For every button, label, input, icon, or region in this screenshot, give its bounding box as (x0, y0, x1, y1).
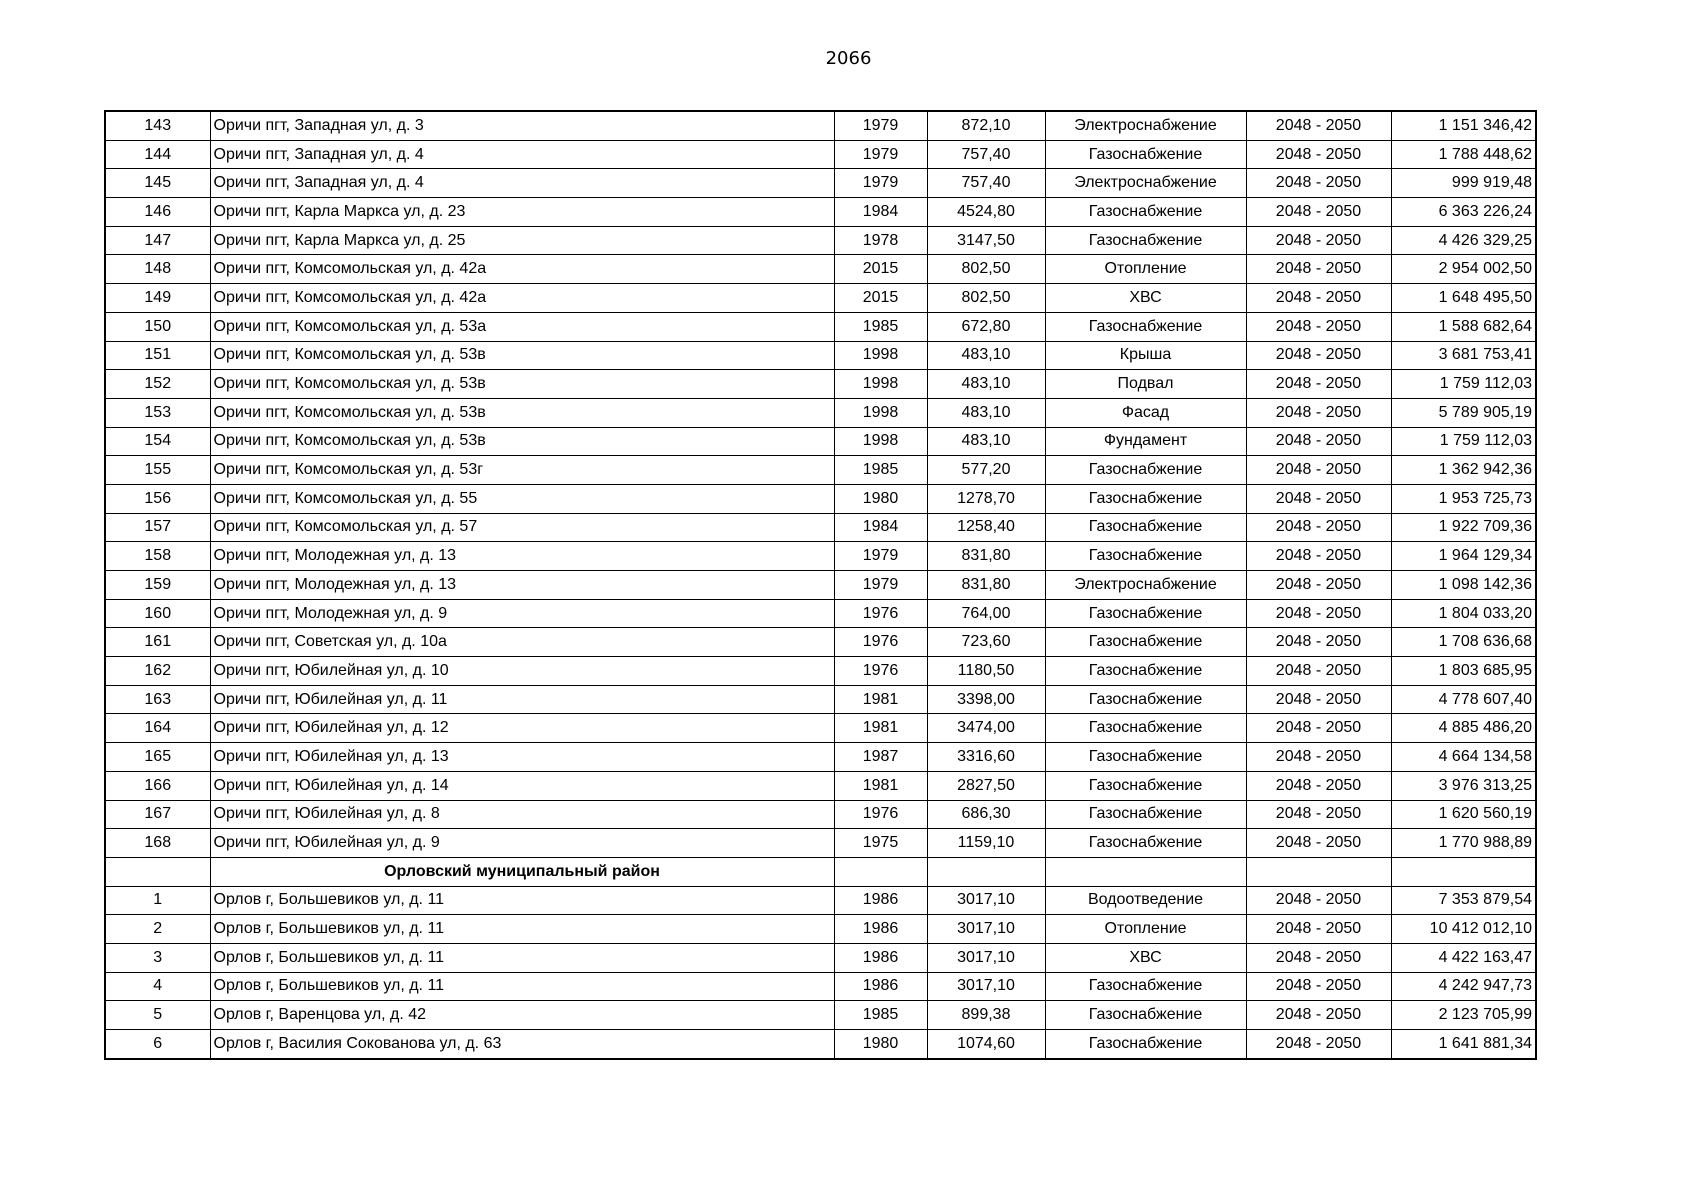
address-cell: Оричи пгт, Юбилейная ул, д. 14 (210, 771, 834, 800)
area-cell (927, 857, 1045, 886)
row-number-cell: 151 (105, 341, 210, 370)
work-type-cell: Газоснабжение (1045, 771, 1246, 800)
table-row (105, 226, 1536, 255)
year-cell: 1998 (834, 370, 927, 399)
period-cell: 2048 - 2050 (1246, 284, 1391, 313)
work-type-cell: Газоснабжение (1045, 484, 1246, 513)
table-body (105, 111, 1536, 1059)
table-row (105, 714, 1536, 743)
year-cell: 1976 (834, 657, 927, 686)
year-cell: 1979 (834, 140, 927, 169)
area-cell: 1180,50 (927, 657, 1045, 686)
year-cell: 1986 (834, 943, 927, 972)
period-cell: 2048 - 2050 (1246, 599, 1391, 628)
area-cell: 3316,60 (927, 743, 1045, 772)
work-type-cell: Газоснабжение (1045, 714, 1246, 743)
row-number-cell: 164 (105, 714, 210, 743)
year-cell: 1985 (834, 312, 927, 341)
cost-cell: 4 426 329,25 (1391, 226, 1536, 255)
cost-cell: 4 242 947,73 (1391, 972, 1536, 1001)
area-cell: 686,30 (927, 800, 1045, 829)
row-number-cell: 155 (105, 456, 210, 485)
table-row (105, 571, 1536, 600)
period-cell: 2048 - 2050 (1246, 140, 1391, 169)
period-cell: 2048 - 2050 (1246, 542, 1391, 571)
cost-cell: 3 976 313,25 (1391, 771, 1536, 800)
cost-cell: 2 954 002,50 (1391, 255, 1536, 284)
address-cell: Оричи пгт, Молодежная ул, д. 13 (210, 542, 834, 571)
table-row (105, 943, 1536, 972)
area-cell: 831,80 (927, 542, 1045, 571)
data-table (104, 110, 1537, 1060)
row-number-cell: 158 (105, 542, 210, 571)
row-number-cell: 157 (105, 513, 210, 542)
period-cell: 2048 - 2050 (1246, 370, 1391, 399)
row-number-cell: 159 (105, 571, 210, 600)
area-cell: 757,40 (927, 169, 1045, 198)
cost-cell: 1 098 142,36 (1391, 571, 1536, 600)
row-number-cell: 153 (105, 398, 210, 427)
address-cell: Оричи пгт, Комсомольская ул, д. 55 (210, 484, 834, 513)
table-row (105, 341, 1536, 370)
cost-cell: 1 620 560,19 (1391, 800, 1536, 829)
area-cell: 872,10 (927, 111, 1045, 140)
row-number-cell: 144 (105, 140, 210, 169)
work-type-cell: Газоснабжение (1045, 628, 1246, 657)
year-cell: 1979 (834, 169, 927, 198)
cost-cell (1391, 857, 1536, 886)
cost-cell: 6 363 226,24 (1391, 198, 1536, 227)
work-type-cell: Фундамент (1045, 427, 1246, 456)
period-cell: 2048 - 2050 (1246, 398, 1391, 427)
year-cell: 1981 (834, 714, 927, 743)
address-cell: Орлов г, Василия Сокованова ул, д. 63 (210, 1030, 834, 1059)
row-number-cell: 147 (105, 226, 210, 255)
row-number-cell: 156 (105, 484, 210, 513)
work-type-cell: Отопление (1045, 915, 1246, 944)
cost-cell: 1 803 685,95 (1391, 657, 1536, 686)
period-cell: 2048 - 2050 (1246, 312, 1391, 341)
row-number-cell: 152 (105, 370, 210, 399)
cost-cell: 10 412 012,10 (1391, 915, 1536, 944)
area-cell: 672,80 (927, 312, 1045, 341)
work-type-cell: Газоснабжение (1045, 140, 1246, 169)
area-cell: 802,50 (927, 255, 1045, 284)
address-cell: Оричи пгт, Комсомольская ул, д. 42а (210, 284, 834, 313)
table-row (105, 657, 1536, 686)
cost-cell: 4 422 163,47 (1391, 943, 1536, 972)
year-cell: 1984 (834, 198, 927, 227)
year-cell: 1976 (834, 800, 927, 829)
period-cell: 2048 - 2050 (1246, 456, 1391, 485)
year-cell: 1979 (834, 111, 927, 140)
row-number-cell: 5 (105, 1001, 210, 1030)
work-type-cell (1045, 857, 1246, 886)
row-number-cell: 146 (105, 198, 210, 227)
period-cell: 2048 - 2050 (1246, 427, 1391, 456)
work-type-cell: Газоснабжение (1045, 542, 1246, 571)
row-number-cell: 148 (105, 255, 210, 284)
section-title: Орловский муниципальный район (210, 857, 834, 886)
period-cell: 2048 - 2050 (1246, 943, 1391, 972)
year-cell: 1981 (834, 685, 927, 714)
work-type-cell: Газоснабжение (1045, 743, 1246, 772)
year-cell: 1979 (834, 571, 927, 600)
year-cell: 1978 (834, 226, 927, 255)
address-cell: Оричи пгт, Юбилейная ул, д. 8 (210, 800, 834, 829)
cost-cell: 1 770 988,89 (1391, 829, 1536, 858)
table-row (105, 972, 1536, 1001)
address-cell: Оричи пгт, Комсомольская ул, д. 53в (210, 398, 834, 427)
row-number-cell: 168 (105, 829, 210, 858)
year-cell: 1985 (834, 456, 927, 485)
year-cell (834, 857, 927, 886)
period-cell: 2048 - 2050 (1246, 829, 1391, 858)
work-type-cell: Фасад (1045, 398, 1246, 427)
year-cell: 1998 (834, 427, 927, 456)
address-cell: Оричи пгт, Карла Маркса ул, д. 23 (210, 198, 834, 227)
year-cell: 1986 (834, 915, 927, 944)
row-number-cell: 163 (105, 685, 210, 714)
area-cell: 577,20 (927, 456, 1045, 485)
period-cell: 2048 - 2050 (1246, 915, 1391, 944)
year-cell: 1976 (834, 628, 927, 657)
area-cell: 2827,50 (927, 771, 1045, 800)
work-type-cell: Газоснабжение (1045, 685, 1246, 714)
address-cell: Орлов г, Большевиков ул, д. 11 (210, 886, 834, 915)
year-cell: 1986 (834, 886, 927, 915)
year-cell: 1986 (834, 972, 927, 1001)
table-row (105, 886, 1536, 915)
area-cell: 483,10 (927, 341, 1045, 370)
table-row (105, 111, 1536, 140)
period-cell: 2048 - 2050 (1246, 657, 1391, 686)
cost-cell: 1 759 112,03 (1391, 370, 1536, 399)
period-cell: 2048 - 2050 (1246, 255, 1391, 284)
address-cell: Оричи пгт, Комсомольская ул, д. 53г (210, 456, 834, 485)
area-cell: 3017,10 (927, 943, 1045, 972)
period-cell: 2048 - 2050 (1246, 685, 1391, 714)
work-type-cell: Крыша (1045, 341, 1246, 370)
cost-cell: 1 759 112,03 (1391, 427, 1536, 456)
row-number-cell: 149 (105, 284, 210, 313)
address-cell: Оричи пгт, Западная ул, д. 4 (210, 169, 834, 198)
table-row (105, 284, 1536, 313)
work-type-cell: Электроснабжение (1045, 169, 1246, 198)
year-cell: 1984 (834, 513, 927, 542)
row-number-cell: 166 (105, 771, 210, 800)
address-cell: Оричи пгт, Комсомольская ул, д. 53а (210, 312, 834, 341)
work-type-cell: ХВС (1045, 943, 1246, 972)
address-cell: Орлов г, Большевиков ул, д. 11 (210, 943, 834, 972)
address-cell: Оричи пгт, Карла Маркса ул, д. 25 (210, 226, 834, 255)
row-number-cell: 4 (105, 972, 210, 1001)
row-number-cell (105, 857, 210, 886)
row-number-cell: 162 (105, 657, 210, 686)
period-cell: 2048 - 2050 (1246, 571, 1391, 600)
table-row (105, 915, 1536, 944)
area-cell: 802,50 (927, 284, 1045, 313)
table-row (105, 829, 1536, 858)
year-cell: 1981 (834, 771, 927, 800)
year-cell: 1998 (834, 398, 927, 427)
period-cell: 2048 - 2050 (1246, 800, 1391, 829)
table-row (105, 800, 1536, 829)
work-type-cell: Газоснабжение (1045, 800, 1246, 829)
table-row (105, 685, 1536, 714)
area-cell: 764,00 (927, 599, 1045, 628)
row-number-cell: 1 (105, 886, 210, 915)
address-cell: Оричи пгт, Комсомольская ул, д. 53в (210, 341, 834, 370)
table-row (105, 427, 1536, 456)
address-cell: Оричи пгт, Комсомольская ул, д. 53в (210, 370, 834, 399)
page-number: 2066 (825, 48, 872, 69)
period-cell: 2048 - 2050 (1246, 1030, 1391, 1059)
period-cell (1246, 857, 1391, 886)
area-cell: 757,40 (927, 140, 1045, 169)
period-cell: 2048 - 2050 (1246, 714, 1391, 743)
cost-cell: 1 641 881,34 (1391, 1030, 1536, 1059)
address-cell: Оричи пгт, Юбилейная ул, д. 9 (210, 829, 834, 858)
address-cell: Оричи пгт, Западная ул, д. 4 (210, 140, 834, 169)
year-cell: 1985 (834, 1001, 927, 1030)
area-cell: 3398,00 (927, 685, 1045, 714)
work-type-cell: Газоснабжение (1045, 829, 1246, 858)
table-row (105, 542, 1536, 571)
area-cell: 831,80 (927, 571, 1045, 600)
table-row (105, 771, 1536, 800)
cost-cell: 1 922 709,36 (1391, 513, 1536, 542)
area-cell: 899,38 (927, 1001, 1045, 1030)
work-type-cell: Газоснабжение (1045, 972, 1246, 1001)
period-cell: 2048 - 2050 (1246, 972, 1391, 1001)
area-cell: 3474,00 (927, 714, 1045, 743)
year-cell: 1987 (834, 743, 927, 772)
period-cell: 2048 - 2050 (1246, 169, 1391, 198)
row-number-cell: 3 (105, 943, 210, 972)
row-number-cell: 143 (105, 111, 210, 140)
address-cell: Оричи пгт, Молодежная ул, д. 13 (210, 571, 834, 600)
cost-cell: 1 804 033,20 (1391, 599, 1536, 628)
cost-cell: 1 964 129,34 (1391, 542, 1536, 571)
cost-cell: 1 648 495,50 (1391, 284, 1536, 313)
area-cell: 723,60 (927, 628, 1045, 657)
table-row (105, 628, 1536, 657)
area-cell: 3017,10 (927, 886, 1045, 915)
area-cell: 483,10 (927, 370, 1045, 399)
row-number-cell: 154 (105, 427, 210, 456)
cost-cell: 5 789 905,19 (1391, 398, 1536, 427)
work-type-cell: Газоснабжение (1045, 198, 1246, 227)
table-row (105, 599, 1536, 628)
address-cell: Оричи пгт, Юбилейная ул, д. 11 (210, 685, 834, 714)
year-cell: 1976 (834, 599, 927, 628)
year-cell: 1979 (834, 542, 927, 571)
row-number-cell: 145 (105, 169, 210, 198)
address-cell: Орлов г, Большевиков ул, д. 11 (210, 915, 834, 944)
address-cell: Оричи пгт, Молодежная ул, д. 9 (210, 599, 834, 628)
table-row (105, 198, 1536, 227)
area-cell: 4524,80 (927, 198, 1045, 227)
address-cell: Оричи пгт, Комсомольская ул, д. 53в (210, 427, 834, 456)
cost-cell: 4 885 486,20 (1391, 714, 1536, 743)
address-cell: Оричи пгт, Юбилейная ул, д. 10 (210, 657, 834, 686)
table-row (105, 743, 1536, 772)
cost-cell: 999 919,48 (1391, 169, 1536, 198)
row-number-cell: 167 (105, 800, 210, 829)
work-type-cell: Газоснабжение (1045, 1030, 1246, 1059)
area-cell: 483,10 (927, 427, 1045, 456)
year-cell: 1998 (834, 341, 927, 370)
row-number-cell: 150 (105, 312, 210, 341)
table-row (105, 1001, 1536, 1030)
period-cell: 2048 - 2050 (1246, 198, 1391, 227)
cost-cell: 1 588 682,64 (1391, 312, 1536, 341)
work-type-cell: Газоснабжение (1045, 1001, 1246, 1030)
row-number-cell: 165 (105, 743, 210, 772)
area-cell: 3017,10 (927, 972, 1045, 1001)
row-number-cell: 2 (105, 915, 210, 944)
address-cell: Оричи пгт, Комсомольская ул, д. 42а (210, 255, 834, 284)
period-cell: 2048 - 2050 (1246, 771, 1391, 800)
address-cell: Орлов г, Большевиков ул, д. 11 (210, 972, 834, 1001)
area-cell: 3147,50 (927, 226, 1045, 255)
work-type-cell: ХВС (1045, 284, 1246, 313)
table-row (105, 255, 1536, 284)
year-cell: 2015 (834, 255, 927, 284)
address-cell: Оричи пгт, Западная ул, д. 3 (210, 111, 834, 140)
area-cell: 1159,10 (927, 829, 1045, 858)
table-row (105, 312, 1536, 341)
work-type-cell: Электроснабжение (1045, 571, 1246, 600)
period-cell: 2048 - 2050 (1246, 628, 1391, 657)
work-type-cell: Газоснабжение (1045, 657, 1246, 686)
period-cell: 2048 - 2050 (1246, 743, 1391, 772)
table-row (105, 456, 1536, 485)
area-cell: 1258,40 (927, 513, 1045, 542)
period-cell: 2048 - 2050 (1246, 886, 1391, 915)
year-cell: 1980 (834, 484, 927, 513)
table-row (105, 1030, 1536, 1059)
section-header-row (105, 857, 1536, 886)
cost-cell: 1 953 725,73 (1391, 484, 1536, 513)
cost-cell: 1 708 636,68 (1391, 628, 1536, 657)
work-type-cell: Газоснабжение (1045, 226, 1246, 255)
address-cell: Оричи пгт, Советская ул, д. 10а (210, 628, 834, 657)
work-type-cell: Газоснабжение (1045, 513, 1246, 542)
work-type-cell: Газоснабжение (1045, 312, 1246, 341)
table-row (105, 398, 1536, 427)
table-row (105, 370, 1536, 399)
area-cell: 1278,70 (927, 484, 1045, 513)
period-cell: 2048 - 2050 (1246, 226, 1391, 255)
cost-cell: 1 362 942,36 (1391, 456, 1536, 485)
period-cell: 2048 - 2050 (1246, 484, 1391, 513)
row-number-cell: 161 (105, 628, 210, 657)
address-cell: Оричи пгт, Юбилейная ул, д. 13 (210, 743, 834, 772)
work-type-cell: Газоснабжение (1045, 456, 1246, 485)
table-row (105, 513, 1536, 542)
cost-cell: 2 123 705,99 (1391, 1001, 1536, 1030)
year-cell: 2015 (834, 284, 927, 313)
address-cell: Оричи пгт, Комсомольская ул, д. 57 (210, 513, 834, 542)
row-number-cell: 6 (105, 1030, 210, 1059)
year-cell: 1980 (834, 1030, 927, 1059)
table-row (105, 484, 1536, 513)
cost-cell: 4 778 607,40 (1391, 685, 1536, 714)
work-type-cell: Подвал (1045, 370, 1246, 399)
work-type-cell: Отопление (1045, 255, 1246, 284)
address-cell: Орлов г, Варенцова ул, д. 42 (210, 1001, 834, 1030)
work-type-cell: Электроснабжение (1045, 111, 1246, 140)
cost-cell: 4 664 134,58 (1391, 743, 1536, 772)
cost-cell: 1 788 448,62 (1391, 140, 1536, 169)
period-cell: 2048 - 2050 (1246, 341, 1391, 370)
area-cell: 1074,60 (927, 1030, 1045, 1059)
work-type-cell: Водоотведение (1045, 886, 1246, 915)
area-cell: 3017,10 (927, 915, 1045, 944)
period-cell: 2048 - 2050 (1246, 513, 1391, 542)
address-cell: Оричи пгт, Юбилейная ул, д. 12 (210, 714, 834, 743)
table-row (105, 140, 1536, 169)
year-cell: 1975 (834, 829, 927, 858)
work-type-cell: Газоснабжение (1045, 599, 1246, 628)
cost-cell: 7 353 879,54 (1391, 886, 1536, 915)
table-row (105, 169, 1536, 198)
area-cell: 483,10 (927, 398, 1045, 427)
period-cell: 2048 - 2050 (1246, 111, 1391, 140)
period-cell: 2048 - 2050 (1246, 1001, 1391, 1030)
cost-cell: 1 151 346,42 (1391, 111, 1536, 140)
row-number-cell: 160 (105, 599, 210, 628)
cost-cell: 3 681 753,41 (1391, 341, 1536, 370)
